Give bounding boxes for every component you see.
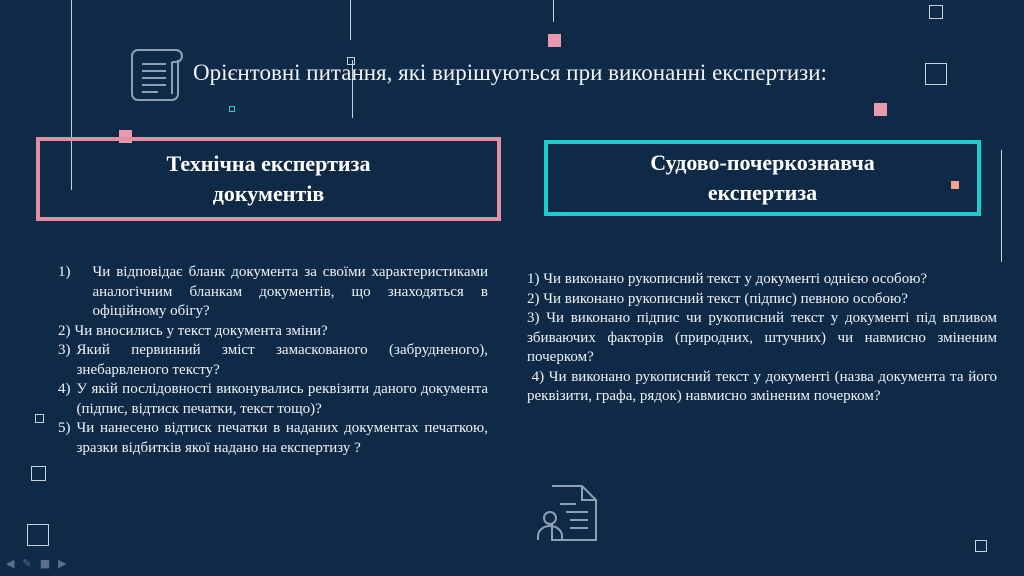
list-item: 5) Чи нанесено відтиск печатки в наданих документах печаткою, зразки відбитків якої надано на експертизу ? (58, 420, 488, 456)
handwriting-expertise-heading: Судово-почеркознавча експертиза (650, 150, 875, 205)
technical-questions-list (58, 263, 488, 458)
decor-square (975, 540, 987, 552)
next-icon[interactable]: ▶ (58, 557, 67, 570)
handwriting-questions-list (527, 270, 1001, 407)
technical-expertise-heading: Технічна експертиза документів (166, 151, 371, 206)
decor-square (229, 106, 235, 112)
list-item: 1) Чи відповідає бланк документа за своїми характеристиками аналогічним бланкам документів, що знаходяться в офіційному обігу? (58, 264, 488, 319)
decor-square (925, 63, 947, 85)
slideshow-controls[interactable] (6, 557, 67, 570)
list-item: 3) Чи виконано підпис чи рукописний текст у документі під впливом збиваючих факторів (природних, штучних) чи навмисно зміненим почерком? (527, 310, 997, 365)
handwriting-expertise-heading-box (544, 140, 981, 216)
decor-line (1001, 150, 1002, 262)
decor-square (27, 524, 49, 546)
list-item: 4) Чи виконано рукописний текст у документі (назва документа та його реквізити, графа, рядок) навмисно зміненим почерком? (527, 368, 1001, 404)
decor-line (350, 0, 351, 40)
decor-square (874, 103, 887, 116)
decor-square (35, 414, 44, 423)
decor-square (929, 5, 943, 19)
decor-line (553, 0, 554, 22)
list-item: 2) Чи виконано рукописний текст (підпис) певною особою? (527, 290, 908, 307)
decor-square (31, 466, 46, 481)
slide-title: Орієнтовні питання, які вирішуються при виконанні експертизи: (193, 60, 827, 85)
technical-expertise-heading-box (36, 137, 501, 221)
decor-square (548, 34, 561, 47)
person-document-icon (536, 484, 604, 544)
list-item: 2) Чи вносились у текст документа зміни? (58, 322, 328, 339)
list-item: 3) Який первинний зміст замаскованого (забрудненого), знебарвленого тексту? (58, 342, 488, 378)
list-item: 1) Чи виконано рукописний текст у документі однією особою? (527, 271, 928, 287)
pen-icon[interactable]: ✎ (22, 557, 32, 570)
slides-icon[interactable]: ■ (39, 557, 51, 570)
previous-icon[interactable]: ◀ (6, 557, 15, 570)
list-item: 4) У якій послідовності виконувались реквізити даного документа (підпис, відтиск печатки, текст тощо)? (58, 381, 488, 417)
